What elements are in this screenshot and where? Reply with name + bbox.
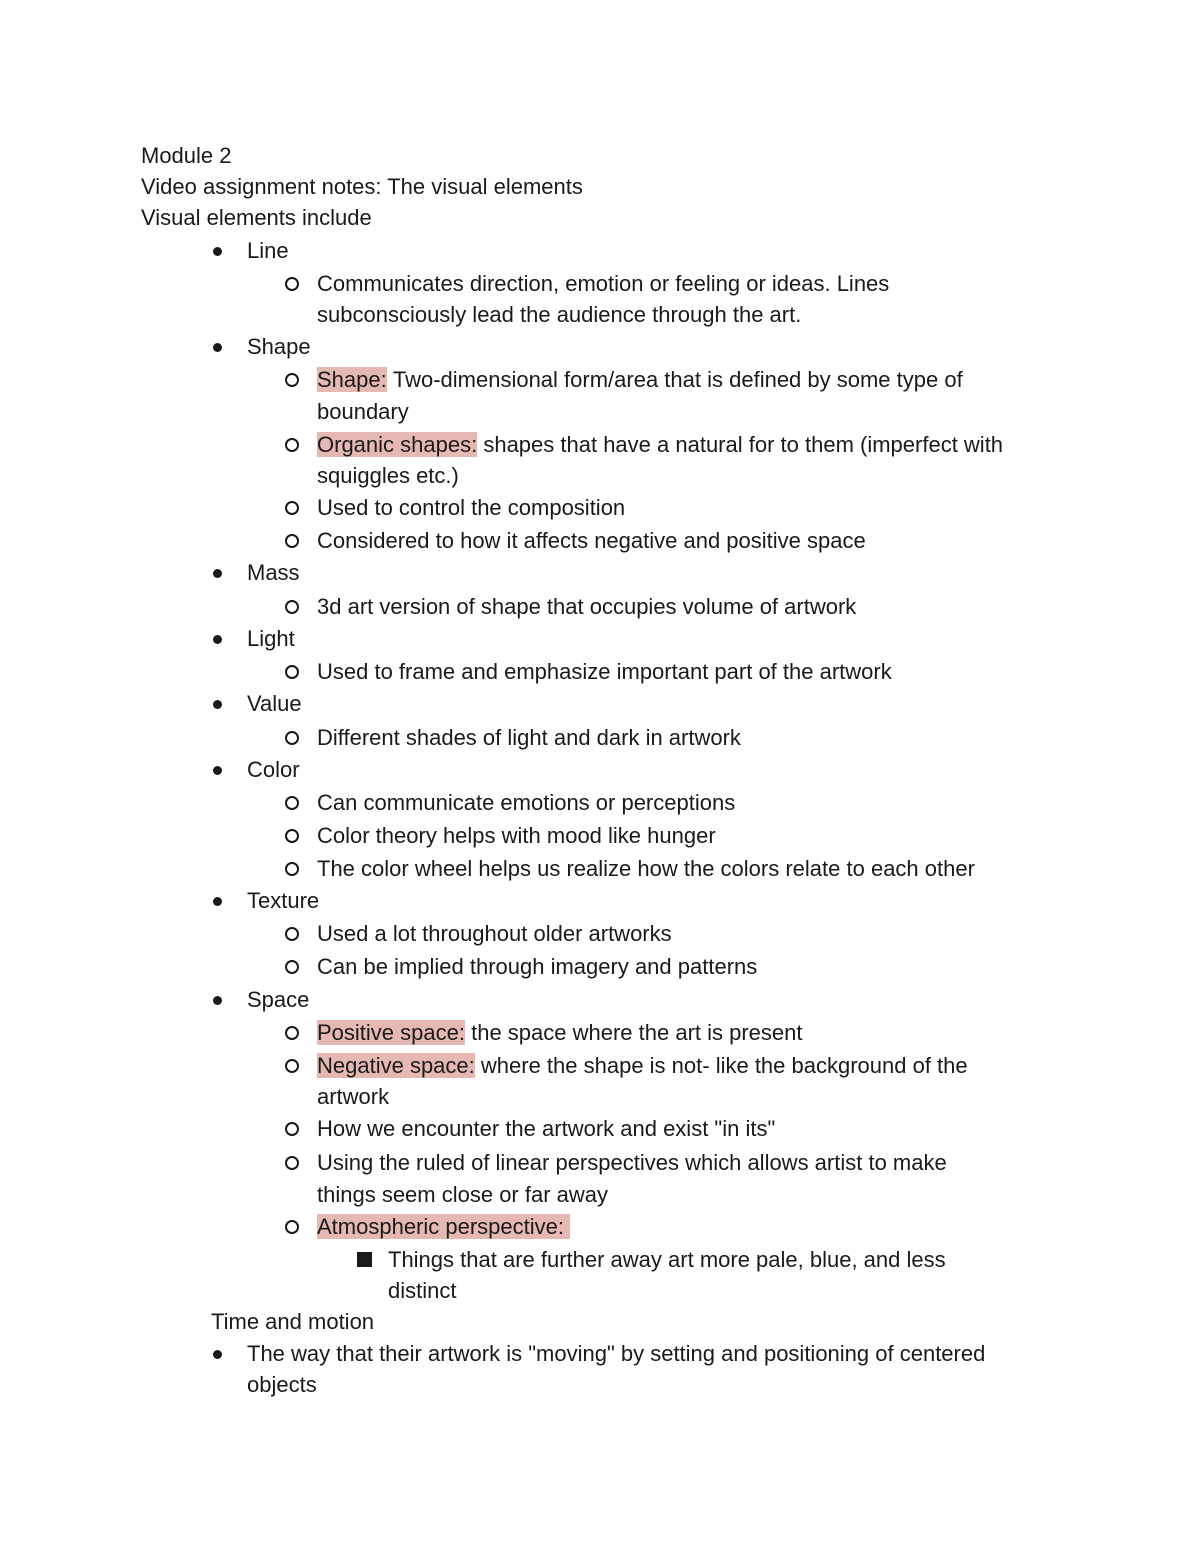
term-definition: shapes that have a natural for to them (imperfect with: [483, 432, 1004, 457]
section-heading: Time and motion: [211, 1309, 375, 1334]
list-item: Can be implied through imagery and patterns: [317, 954, 758, 979]
list-item: Used a lot throughout older artworks: [317, 921, 672, 946]
list-item: Used to control the composition: [317, 495, 626, 520]
list-item: Using the ruled of linear perspectives which allows artist to make: [317, 1150, 947, 1175]
bullet-circle-icon: [285, 960, 299, 974]
bullet-dot-icon: [213, 635, 222, 644]
bullet-circle-icon: [285, 438, 299, 452]
list-item: [317, 429, 1003, 460]
bullet-circle-icon: [285, 1220, 299, 1234]
list-item-continued: distinct: [388, 1278, 457, 1303]
bullet-circle-icon: [285, 1122, 299, 1136]
bullet-circle-icon: [285, 277, 299, 291]
highlighted-term: Negative space:: [317, 1053, 475, 1078]
document-subtitle: Video assignment notes: The visual elements: [141, 174, 583, 199]
list-item-continued: objects: [247, 1372, 317, 1397]
list-item: Color theory helps with mood like hunger: [317, 823, 716, 848]
bullet-circle-icon: [285, 1026, 299, 1040]
list-item: [317, 1017, 803, 1048]
intro-text: Visual elements include: [141, 205, 372, 230]
bullet-circle-icon: [285, 665, 299, 679]
element-texture-label: Texture: [247, 888, 320, 913]
element-shape-label: Shape: [247, 334, 311, 359]
bullet-dot-icon: [213, 996, 222, 1005]
bullet-circle-icon: [285, 731, 299, 745]
list-item: The way that their artwork is "moving" by setting and positioning of centered: [247, 1341, 986, 1366]
list-item-continued: subconsciously lead the audience through the art.: [317, 302, 802, 327]
term-definition: Two-dimensional form/area that is defined by some type of: [392, 367, 963, 392]
bullet-circle-icon: [285, 862, 299, 876]
list-item-continued: squiggles etc.): [317, 463, 459, 488]
list-item: The color wheel helps us realize how the colors relate to each other: [317, 856, 975, 881]
list-item: 3d art version of shape that occupies volume of artwork: [317, 594, 857, 619]
bullet-circle-icon: [285, 1059, 299, 1073]
term-definition: the space where the art is present: [471, 1020, 803, 1045]
list-item: Can communicate emotions or perceptions: [317, 790, 736, 815]
list-item: How we encounter the artwork and exist "in its": [317, 1116, 776, 1141]
list-item-continued: artwork: [317, 1084, 390, 1109]
list-item: Communicates direction, emotion or feeling or ideas. Lines: [317, 271, 890, 296]
element-light-label: Light: [247, 626, 295, 651]
bullet-dot-icon: [213, 343, 222, 352]
element-color-label: Color: [247, 757, 300, 782]
bullet-circle-icon: [285, 796, 299, 810]
element-value-label: Value: [247, 691, 302, 716]
term-definition: where the shape is not- like the background of the: [480, 1053, 968, 1078]
bullet-dot-icon: [213, 247, 222, 256]
highlighted-term: Positive space:: [317, 1020, 465, 1045]
bullet-circle-icon: [285, 534, 299, 548]
element-line-label: Line: [247, 238, 289, 263]
bullet-dot-icon: [213, 897, 222, 906]
bullet-circle-icon: [285, 501, 299, 515]
list-item: [317, 1050, 968, 1081]
element-mass-label: Mass: [247, 560, 300, 585]
list-item: Used to frame and emphasize important part of the artwork: [317, 659, 892, 684]
bullet-circle-icon: [285, 829, 299, 843]
list-item: [317, 364, 963, 395]
bullet-square-icon: [357, 1252, 372, 1267]
bullet-dot-icon: [213, 569, 222, 578]
bullet-circle-icon: [285, 927, 299, 941]
highlighted-term: Atmospheric perspective:: [317, 1214, 564, 1239]
bullet-dot-icon: [213, 766, 222, 775]
list-item: Things that are further away art more pale, blue, and less: [388, 1247, 946, 1272]
element-space-label: Space: [247, 987, 310, 1012]
bullet-circle-icon: [285, 373, 299, 387]
list-item-continued: things seem close or far away: [317, 1182, 609, 1207]
list-item: Considered to how it affects negative and positive space: [317, 528, 866, 553]
bullet-dot-icon: [213, 1350, 222, 1359]
bullet-dot-icon: [213, 700, 222, 709]
document-title: Module 2: [141, 143, 232, 168]
list-item: Different shades of light and dark in artwork: [317, 725, 741, 750]
highlighted-term: Shape:: [317, 367, 387, 392]
list-item: [317, 1211, 570, 1242]
bullet-circle-icon: [285, 1156, 299, 1170]
list-item-continued: boundary: [317, 399, 409, 424]
bullet-circle-icon: [285, 600, 299, 614]
highlighted-term: Organic shapes:: [317, 432, 478, 457]
